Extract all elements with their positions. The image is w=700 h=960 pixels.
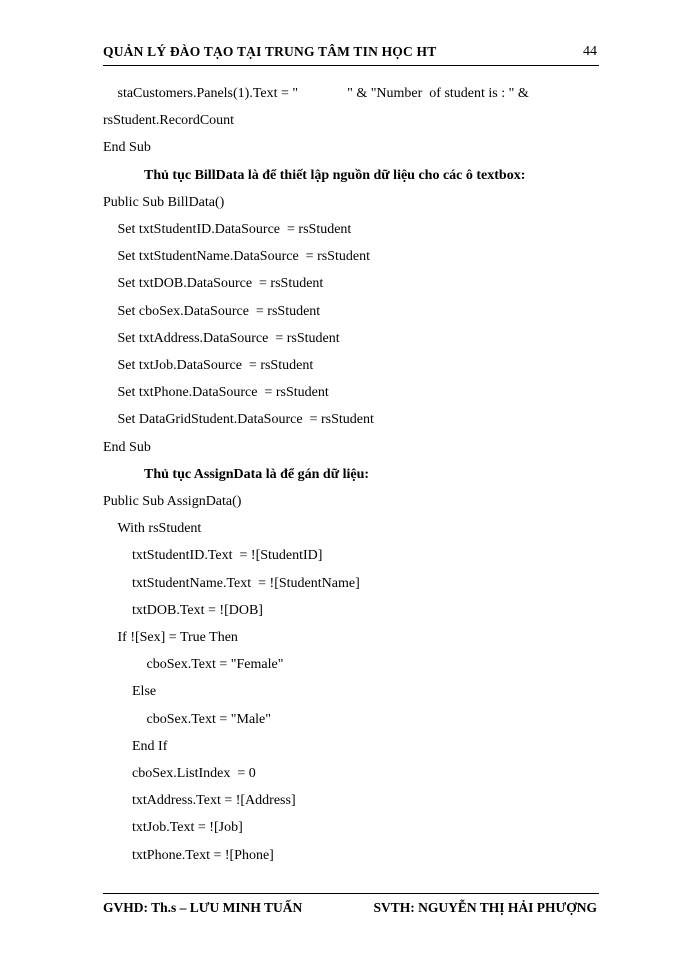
code-line: Set txtPhone.DataSource = rsStudent	[117, 385, 329, 401]
code-line: staCustomers.Panels(1).Text = " " & "Number of student is : " &	[117, 86, 529, 101]
header-divider	[103, 65, 599, 66]
code-line: Set txtAddress.DataSource = rsStudent	[117, 330, 340, 346]
code-line: cboSex.Text = "Female"	[146, 657, 284, 673]
code-line: txtAddress.Text = ![Address]	[132, 793, 296, 809]
footer-divider	[103, 893, 599, 894]
code-line: Set txtDOB.DataSource = rsStudent	[117, 276, 324, 292]
code-line: Set txtStudentID.DataSource = rsStudent	[117, 222, 352, 237]
code-line: Set txtJob.DataSource = rsStudent	[117, 358, 314, 373]
code-line: End Sub	[103, 140, 151, 156]
footer-supervisor: GVHD: Th.s – LƯU MINH TUẤN	[103, 900, 303, 915]
section-heading: Thủ tục AssignData là để gán dữ liệu:	[144, 466, 370, 482]
code-line: Else	[132, 684, 157, 700]
code-line: Set cboSex.DataSource = rsStudent	[117, 303, 321, 319]
code-line: txtPhone.Text = ![Phone]	[132, 847, 274, 863]
page-number: 44	[583, 44, 597, 59]
code-line: txtJob.Text = ![Job]	[132, 820, 243, 836]
code-line: cboSex.Text = "Male"	[146, 711, 271, 727]
footer-student: SVTH: NGUYỄN THỊ HẢI PHƯỢNG	[373, 900, 597, 915]
code-line: If ![Sex] = True Then	[117, 630, 238, 645]
code-line: Set DataGridStudent.DataSource = rsStudent	[117, 412, 374, 428]
code-line: Public Sub AssignData()	[103, 494, 242, 509]
code-line: With rsStudent	[117, 521, 202, 537]
code-line: End If	[132, 738, 168, 754]
code-line: cboSex.ListIndex = 0	[132, 766, 256, 781]
code-line: rsStudent.RecordCount	[103, 113, 235, 129]
section-heading: Thủ tục BillData là để thiết lập nguồn dữ liệu cho các ô textbox:	[144, 167, 526, 183]
page-footer	[103, 900, 599, 920]
header-title: QUẢN LÝ ĐÀO TẠO TẠI TRUNG TÂM TIN HỌC HT	[103, 44, 437, 59]
code-line: Set txtStudentName.DataSource = rsStudent	[117, 249, 370, 265]
code-line: txtStudentName.Text = ![StudentName]	[132, 575, 360, 591]
code-line: Public Sub BillData()	[103, 194, 225, 210]
page-header	[103, 44, 599, 64]
code-line: End Sub	[103, 439, 151, 455]
code-line: txtDOB.Text = ![DOB]	[132, 602, 263, 618]
code-line: txtStudentID.Text = ![StudentID]	[132, 548, 323, 564]
